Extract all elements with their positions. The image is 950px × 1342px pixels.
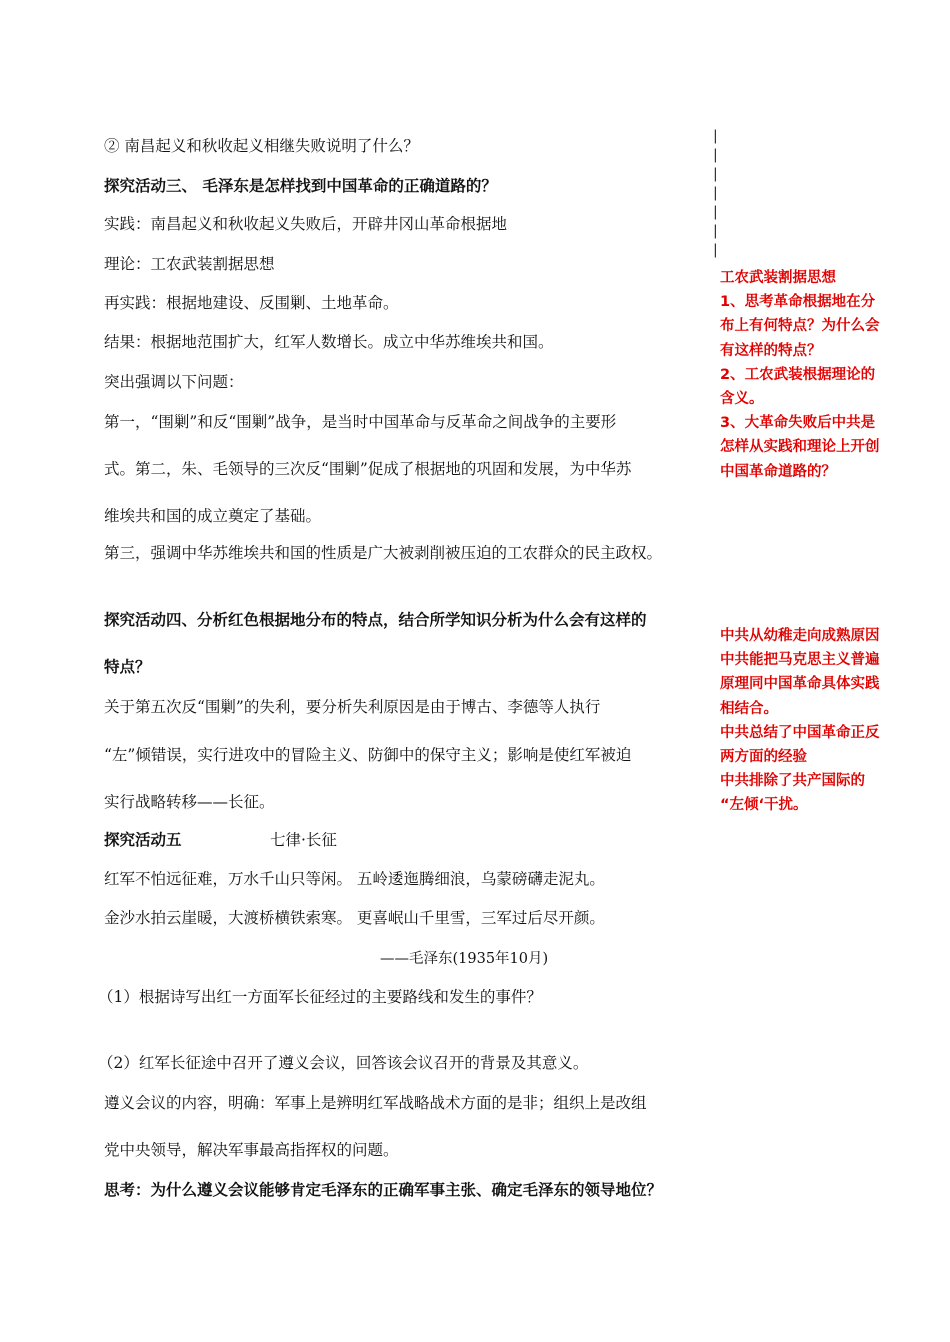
side-note-1-line: 中国革命道路的？ (720, 463, 836, 480)
result-line: 结果：根据地范围扩大，红军人数增长。成立中华苏维埃共和国。 (104, 333, 554, 351)
side-note-1-line: 怎样从实践和理论上开创 (720, 439, 880, 456)
margin-bar-5: | (713, 204, 718, 220)
poem-title: 七律·长征 (270, 831, 337, 849)
side-note-1 (720, 266, 920, 484)
side-note-1-line: 2、工农武装根据理论的 (720, 366, 876, 383)
margin-bar-2: | (713, 147, 718, 163)
margin-bar-4: | (713, 185, 718, 201)
side-note-2-line: 中共总结了中国革命正反 (720, 724, 880, 741)
side-note-2-line: 两方面的经验 (720, 749, 807, 766)
poem-author: ——毛泽东(1935年10月) (380, 951, 549, 967)
side-note-2 (720, 624, 920, 818)
point-third: 第三，强调中华苏维埃共和国的性质是广大被剥削被压迫的工农群众的民主政权。 (104, 544, 663, 562)
margin-bar-7: | (713, 242, 718, 258)
side-note-1-line: 3、大革命失败后中共是 (720, 415, 876, 432)
sub-question-2: （2）红军长征途中召开了遵义会议，回答该会议召开的背景及其意义。 (98, 1054, 589, 1072)
activity-4-title-2: 特点？ (104, 658, 151, 676)
side-note-1-line: 有这样的特点？ (720, 342, 822, 359)
margin-bar-6: | (713, 223, 718, 239)
activity-4-title-1: 探究活动四、分析红色根据地分布的特点，结合所学知识分析为什么会有这样的 (104, 611, 647, 629)
poem-line-1: 红军不怕远征难，万水千山只等闲。 五岭逶迤腾细浪，乌蒙磅礴走泥丸。 (104, 870, 605, 888)
side-note-1-line: 1、思考革命根据地在分 (720, 294, 876, 311)
think-question: 思考：为什么遵义会议能够肯定毛泽东的正确军事主张、确定毛泽东的领导地位？ (104, 1181, 663, 1199)
repractice-line: 再实践：根据地建设、反围剿、土地革命。 (104, 294, 399, 312)
point-first-1: 第一，“围剿”和反“围剿”战争，是当时中国革命与反革命之间战争的主要形 (104, 413, 617, 431)
side-note-2-line: 中共从幼稚走向成熟原因 (720, 628, 880, 644)
side-note-2-line: 中共排除了共产国际的 (720, 773, 865, 790)
fifth-campaign-2: “左”倾错误，实行进攻中的冒险主义、防御中的保守主义；影响是使红军被迫 (104, 746, 632, 764)
poem-line-2: 金沙水拍云崖暖，大渡桥横铁索寒。 更喜岷山千里雪，三军过后尽开颜。 (104, 909, 605, 927)
activity-3-title: 探究活动三、 毛泽东是怎样找到中国革命的正确道路的？ (104, 177, 497, 195)
theory-line: 理论：工农武装割据思想 (104, 255, 275, 273)
side-note-2-line: 中共能把马克思主义普遍 (720, 652, 880, 669)
side-note-1-line: 工农武装割据思想 (720, 270, 836, 286)
zunyi-content-1: 遵义会议的内容，明确：军事上是辨明红军战略战术方面的是非；组织上是改组 (104, 1094, 647, 1112)
side-note-2-line: “左倾‘干扰。 (720, 797, 808, 814)
point-first-2: 式。第二，朱、毛领导的三次反“围剿”促成了根据地的巩固和发展，为中华苏 (104, 460, 632, 478)
side-note-1-line: 含义。 (720, 391, 764, 408)
fifth-campaign-3: 实行战略转移——长征。 (104, 793, 275, 811)
margin-bar-3: | (713, 166, 718, 182)
point-first-3: 维埃共和国的成立奠定了基础。 (104, 507, 322, 525)
side-note-2-line: 原理同中国革命具体实践 (720, 676, 880, 693)
sub-question-1: （1）根据诗写出红一方面军长征经过的主要路线和发生的事件？ (98, 988, 542, 1006)
side-note-1-line: 布上有何特点？为什么会 (720, 318, 880, 335)
side-note-2-line: 相结合。 (720, 700, 778, 717)
fifth-campaign-1: 关于第五次反“围剿”的失利，要分析失利原因是由于博古、李德等人执行 (104, 698, 601, 716)
question-2: ② 南昌起义和秋收起义相继失败说明了什么？ (104, 137, 419, 155)
zunyi-content-2: 党中央领导，解决军事最高指挥权的问题。 (104, 1141, 399, 1159)
emphasis-line: 突出强调以下问题： (104, 373, 244, 391)
margin-bar-1: | (713, 128, 718, 144)
practice-line: 实践：南昌起义和秋收起义失败后，开辟井冈山革命根据地 (104, 215, 508, 233)
activity-5-label: 探究活动五 (104, 831, 182, 849)
